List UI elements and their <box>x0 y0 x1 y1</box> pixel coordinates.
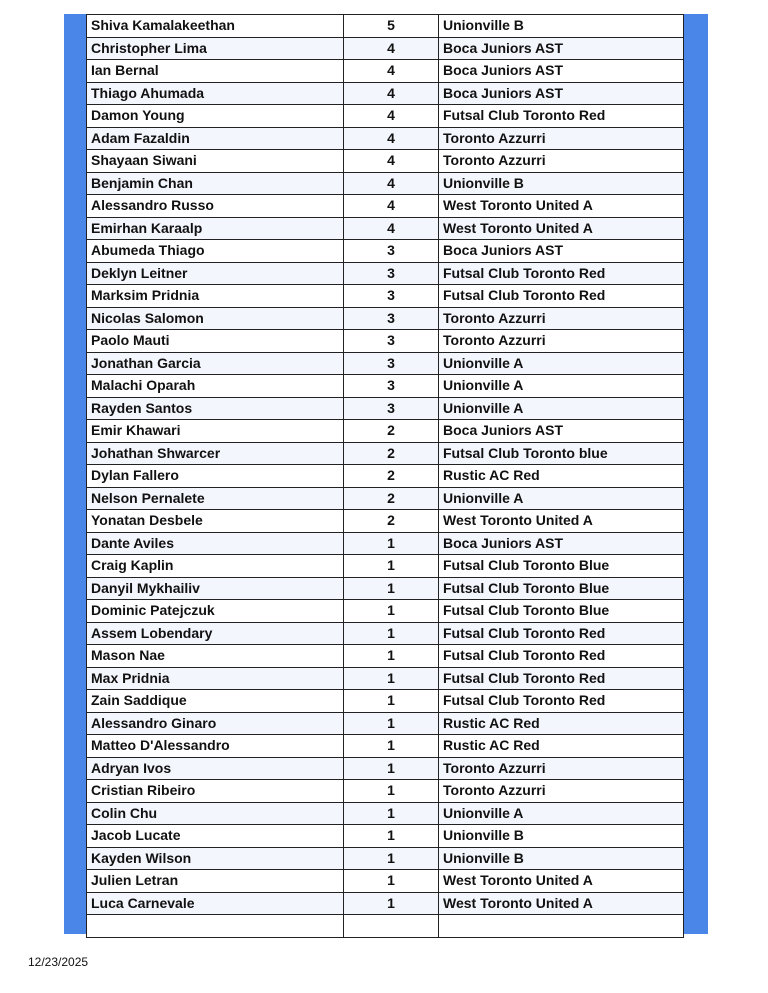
player-name-cell: Colin Chu <box>87 802 344 825</box>
team-cell: Unionville A <box>439 802 684 825</box>
player-name-cell: Zain Saddique <box>87 690 344 713</box>
table-row <box>87 825 684 848</box>
table-row <box>87 690 684 713</box>
player-name-cell: Jonathan Garcia <box>87 352 344 375</box>
team-cell: Futsal Club Toronto Red <box>439 622 684 645</box>
table-row <box>87 802 684 825</box>
team-cell: West Toronto United A <box>439 195 684 218</box>
table-row <box>87 622 684 645</box>
goals-cell: 2 <box>344 465 439 488</box>
team-cell: Boca Juniors AST <box>439 82 684 105</box>
table-row <box>87 712 684 735</box>
player-name-cell: Dominic Patejczuk <box>87 600 344 623</box>
team-cell: Rustic AC Red <box>439 712 684 735</box>
table-row <box>87 150 684 173</box>
team-cell: Futsal Club Toronto Red <box>439 667 684 690</box>
team-cell: Futsal Club Toronto Red <box>439 645 684 668</box>
table-row <box>87 735 684 758</box>
goals-cell: 4 <box>344 172 439 195</box>
team-cell: Futsal Club Toronto Red <box>439 262 684 285</box>
player-name-cell: Deklyn Leitner <box>87 262 344 285</box>
player-name-cell: Mason Nae <box>87 645 344 668</box>
team-cell: West Toronto United A <box>439 217 684 240</box>
table-row <box>87 487 684 510</box>
goals-cell: 3 <box>344 240 439 263</box>
goals-cell: 1 <box>344 735 439 758</box>
team-cell: Unionville B <box>439 15 684 38</box>
goals-cell: 3 <box>344 397 439 420</box>
player-name-cell: Matteo D'Alessandro <box>87 735 344 758</box>
goals-cell: 4 <box>344 60 439 83</box>
goals-cell: 3 <box>344 352 439 375</box>
team-cell: Toronto Azzurri <box>439 150 684 173</box>
table-row <box>87 15 684 38</box>
goals-cell: 3 <box>344 307 439 330</box>
team-cell: Futsal Club Toronto Red <box>439 285 684 308</box>
table-row <box>87 892 684 915</box>
player-name-cell: Shayaan Siwani <box>87 150 344 173</box>
player-name-cell: Emir Khawari <box>87 420 344 443</box>
goals-cell: 4 <box>344 150 439 173</box>
team-cell: Futsal Club Toronto Red <box>439 105 684 128</box>
goals-cell: 1 <box>344 690 439 713</box>
player-name-cell: Yonatan Desbele <box>87 510 344 533</box>
player-name-cell: Julien Letran <box>87 870 344 893</box>
empty-cell <box>87 915 344 938</box>
table-body <box>87 15 684 938</box>
table-row <box>87 127 684 150</box>
player-name-cell: Thiago Ahumada <box>87 82 344 105</box>
table-row <box>87 870 684 893</box>
team-cell: Unionville B <box>439 172 684 195</box>
goals-cell: 1 <box>344 757 439 780</box>
player-name-cell: Marksim Pridnia <box>87 285 344 308</box>
goals-cell: 1 <box>344 532 439 555</box>
team-cell: Unionville A <box>439 487 684 510</box>
team-cell: Rustic AC Red <box>439 465 684 488</box>
player-name-cell: Kayden Wilson <box>87 847 344 870</box>
goals-cell: 4 <box>344 195 439 218</box>
goals-cell: 4 <box>344 105 439 128</box>
table-row <box>87 37 684 60</box>
table-row <box>87 532 684 555</box>
goals-cell: 1 <box>344 600 439 623</box>
team-cell: Unionville B <box>439 847 684 870</box>
goals-cell: 1 <box>344 667 439 690</box>
team-cell: West Toronto United A <box>439 892 684 915</box>
player-name-cell: Rayden Santos <box>87 397 344 420</box>
player-name-cell: Malachi Oparah <box>87 375 344 398</box>
team-cell: Rustic AC Red <box>439 735 684 758</box>
player-name-cell: Shiva Kamalakeethan <box>87 15 344 38</box>
scorers-table <box>86 14 684 938</box>
team-cell: West Toronto United A <box>439 870 684 893</box>
left-accent-bar <box>64 14 86 934</box>
table-row <box>87 60 684 83</box>
player-name-cell: Danyil Mykhailiv <box>87 577 344 600</box>
team-cell: Futsal Club Toronto blue <box>439 442 684 465</box>
goals-cell: 2 <box>344 487 439 510</box>
goals-cell: 3 <box>344 285 439 308</box>
player-name-cell: Luca Carnevale <box>87 892 344 915</box>
table-row <box>87 330 684 353</box>
table-row <box>87 262 684 285</box>
goals-cell: 1 <box>344 555 439 578</box>
table-row <box>87 240 684 263</box>
team-cell: Toronto Azzurri <box>439 307 684 330</box>
table-row <box>87 82 684 105</box>
goals-cell: 2 <box>344 420 439 443</box>
player-name-cell: Dante Aviles <box>87 532 344 555</box>
table-row <box>87 780 684 803</box>
player-name-cell: Ian Bernal <box>87 60 344 83</box>
empty-cell <box>439 915 684 938</box>
table-row <box>87 847 684 870</box>
player-name-cell: Abumeda Thiago <box>87 240 344 263</box>
table-row <box>87 195 684 218</box>
table-row <box>87 555 684 578</box>
goals-cell: 1 <box>344 645 439 668</box>
player-name-cell: Nelson Pernalete <box>87 487 344 510</box>
team-cell: Boca Juniors AST <box>439 60 684 83</box>
team-cell: Toronto Azzurri <box>439 757 684 780</box>
team-cell: Boca Juniors AST <box>439 532 684 555</box>
team-cell: Futsal Club Toronto Blue <box>439 555 684 578</box>
goals-cell: 1 <box>344 780 439 803</box>
table-row <box>87 375 684 398</box>
goals-cell: 2 <box>344 442 439 465</box>
table-row <box>87 757 684 780</box>
team-cell: Unionville B <box>439 825 684 848</box>
player-name-cell: Johathan Shwarcer <box>87 442 344 465</box>
team-cell: Unionville A <box>439 375 684 398</box>
goals-cell: 1 <box>344 622 439 645</box>
print-date: 12/23/2025 <box>28 955 89 969</box>
player-name-cell: Emirhan Karaalp <box>87 217 344 240</box>
team-cell: Unionville A <box>439 397 684 420</box>
goals-cell: 4 <box>344 82 439 105</box>
goals-cell: 1 <box>344 825 439 848</box>
goals-cell: 1 <box>344 802 439 825</box>
team-cell: Futsal Club Toronto Blue <box>439 600 684 623</box>
goals-cell: 4 <box>344 217 439 240</box>
table-row <box>87 420 684 443</box>
goals-cell: 3 <box>344 330 439 353</box>
team-cell: West Toronto United A <box>439 510 684 533</box>
team-cell: Toronto Azzurri <box>439 780 684 803</box>
goals-cell: 1 <box>344 712 439 735</box>
empty-row <box>87 915 684 938</box>
goals-cell: 2 <box>344 510 439 533</box>
table-row <box>87 105 684 128</box>
player-name-cell: Damon Young <box>87 105 344 128</box>
team-cell: Futsal Club Toronto Blue <box>439 577 684 600</box>
player-name-cell: Assem Lobendary <box>87 622 344 645</box>
table-row <box>87 397 684 420</box>
player-name-cell: Adryan Ivos <box>87 757 344 780</box>
player-name-cell: Benjamin Chan <box>87 172 344 195</box>
table-row <box>87 307 684 330</box>
goals-cell: 5 <box>344 15 439 38</box>
table-row <box>87 172 684 195</box>
player-name-cell: Christopher Lima <box>87 37 344 60</box>
goals-cell: 3 <box>344 375 439 398</box>
team-cell: Unionville A <box>439 352 684 375</box>
right-accent-bar <box>684 14 708 934</box>
team-cell: Futsal Club Toronto Red <box>439 690 684 713</box>
goals-cell: 3 <box>344 262 439 285</box>
table-row <box>87 442 684 465</box>
player-name-cell: Jacob Lucate <box>87 825 344 848</box>
goals-cell: 1 <box>344 892 439 915</box>
table-row <box>87 217 684 240</box>
player-name-cell: Dylan Fallero <box>87 465 344 488</box>
table-row <box>87 645 684 668</box>
table-row <box>87 667 684 690</box>
table-row <box>87 285 684 308</box>
goals-cell: 1 <box>344 577 439 600</box>
table-row <box>87 577 684 600</box>
team-cell: Boca Juniors AST <box>439 420 684 443</box>
player-name-cell: Nicolas Salomon <box>87 307 344 330</box>
goals-cell: 1 <box>344 870 439 893</box>
team-cell: Toronto Azzurri <box>439 330 684 353</box>
table-row <box>87 465 684 488</box>
player-name-cell: Craig Kaplin <box>87 555 344 578</box>
player-name-cell: Alessandro Russo <box>87 195 344 218</box>
player-name-cell: Cristian Ribeiro <box>87 780 344 803</box>
player-name-cell: Paolo Mauti <box>87 330 344 353</box>
goals-cell: 4 <box>344 127 439 150</box>
empty-cell <box>344 915 439 938</box>
table-row <box>87 352 684 375</box>
player-name-cell: Alessandro Ginaro <box>87 712 344 735</box>
team-cell: Toronto Azzurri <box>439 127 684 150</box>
player-name-cell: Adam Fazaldin <box>87 127 344 150</box>
table-row <box>87 510 684 533</box>
table-row <box>87 600 684 623</box>
team-cell: Boca Juniors AST <box>439 37 684 60</box>
goals-cell: 1 <box>344 847 439 870</box>
team-cell: Boca Juniors AST <box>439 240 684 263</box>
player-name-cell: Max Pridnia <box>87 667 344 690</box>
goals-cell: 4 <box>344 37 439 60</box>
